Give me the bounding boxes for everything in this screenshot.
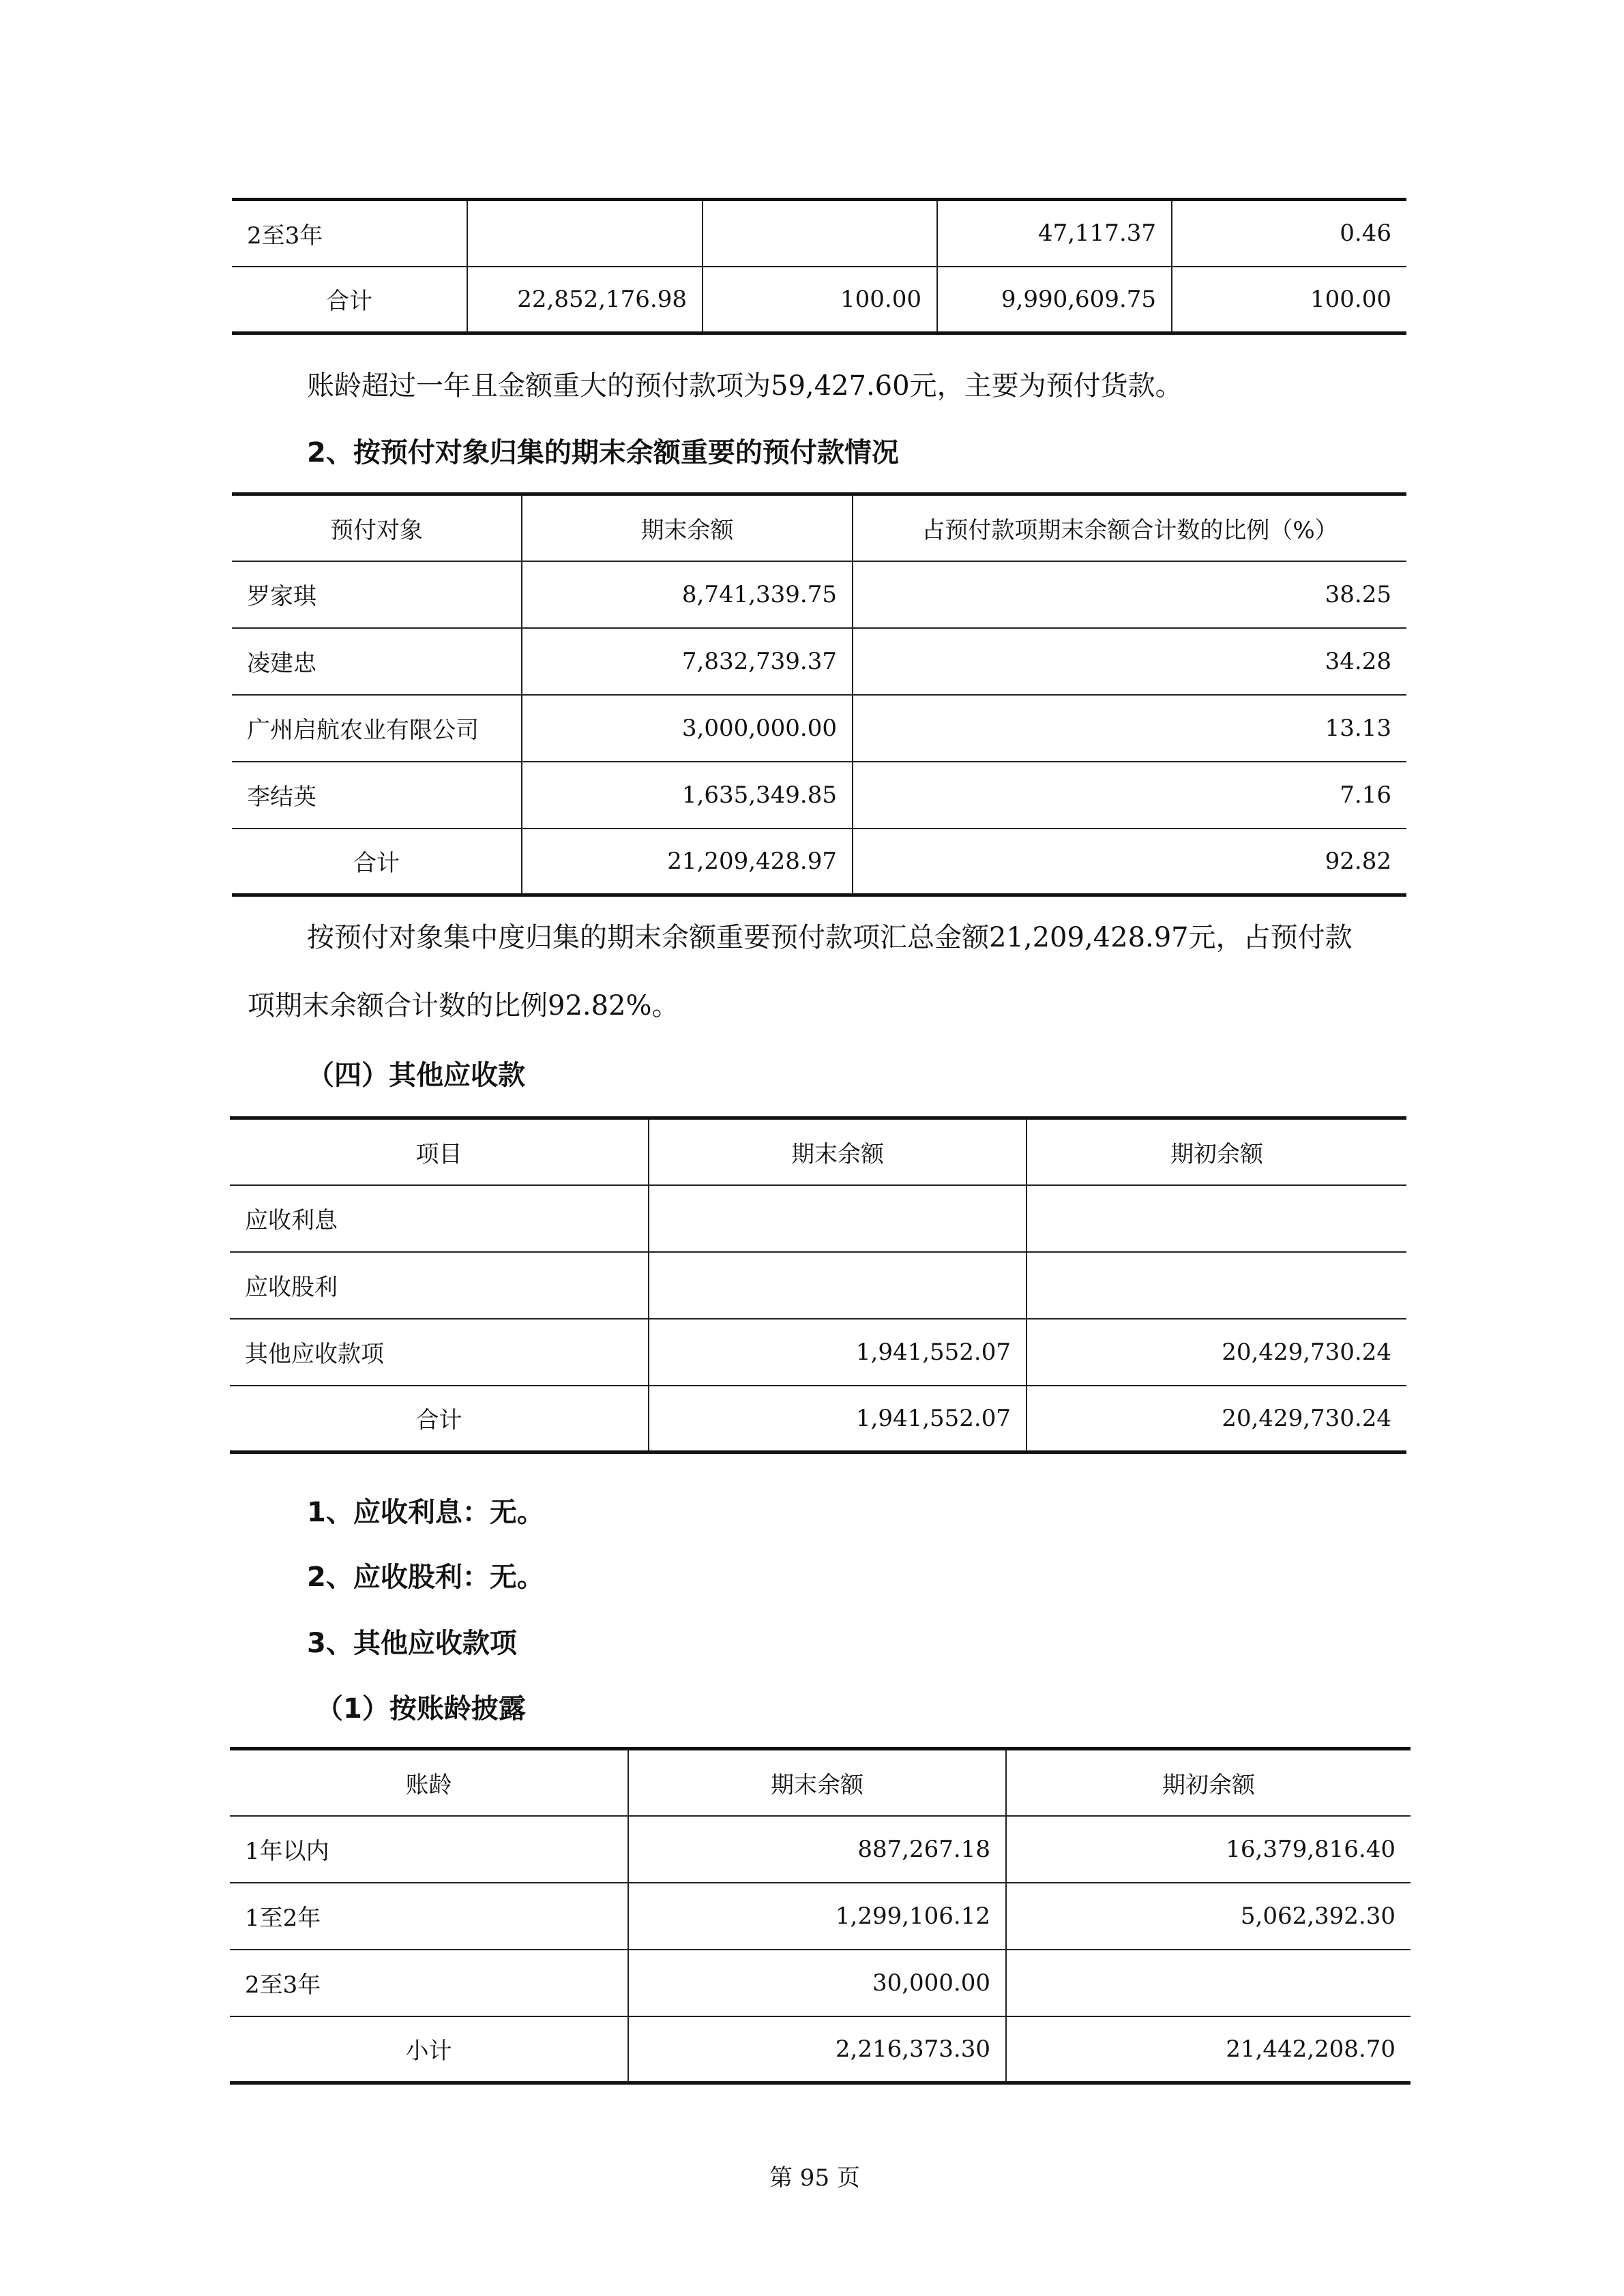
table-cell: 34.28	[853, 628, 1406, 695]
table-cell: 8,741,339.75	[522, 561, 853, 628]
table-cell: 38.25	[853, 561, 1406, 628]
table-row	[230, 2016, 1411, 2083]
table-row	[232, 200, 1406, 267]
subheading-by-aging: （1）按账龄披露	[316, 1693, 526, 1725]
table-row	[232, 561, 1406, 628]
table-cell: 1,941,552.07	[649, 1386, 1027, 1452]
table-row	[230, 1816, 1411, 1883]
subheading-other-receivables-items: 3、其他应收款项	[307, 1628, 517, 1659]
table-cell	[1006, 1950, 1411, 2016]
table-cell: 应收利息	[230, 1185, 649, 1252]
table-cell: 小计	[230, 2016, 628, 2083]
table-cell: 0.46	[1172, 200, 1406, 267]
paragraph-aging-note: 账龄超过一年且金额重大的预付款项为59,427.60元，主要为预付货款。	[307, 370, 1183, 402]
column-header: 占预付款项期末余额合计数的比例（%）	[853, 494, 1406, 561]
table-cell: 92.82	[853, 829, 1406, 895]
table-row	[232, 695, 1406, 762]
subheading-interest-receivable: 1、应收利息：无。	[307, 1497, 544, 1528]
table-row	[230, 1252, 1406, 1319]
table-cell: 887,267.18	[628, 1816, 1006, 1883]
table-row	[232, 267, 1406, 333]
table-cell: 2至3年	[230, 1950, 628, 2016]
table-row	[230, 1386, 1406, 1452]
table-cell: 罗家琪	[232, 561, 522, 628]
aging-disclosure-table	[230, 1747, 1411, 2085]
table-row	[230, 1185, 1406, 1252]
aging-continuation-table	[232, 198, 1406, 335]
table-cell: 合计	[230, 1386, 649, 1452]
table-cell: 1,635,349.85	[522, 762, 853, 829]
table-cell: 2至3年	[232, 200, 467, 267]
column-header: 预付对象	[232, 494, 522, 561]
paragraph-concentration-line1: 按预付对象集中度归集的期末余额重要预付款项汇总金额21,209,428.97元，占预付款	[307, 922, 1353, 953]
column-header: 期末余额	[522, 494, 853, 561]
table-cell: 30,000.00	[628, 1950, 1006, 2016]
subheading-dividends-receivable: 2、应收股利：无。	[307, 1562, 544, 1593]
table-row	[230, 1950, 1411, 2016]
table-cell	[649, 1252, 1027, 1319]
table-cell: 21,442,208.70	[1006, 2016, 1411, 2083]
table-cell: 20,429,730.24	[1027, 1386, 1406, 1452]
section-heading-prepayment-objects: 2、按预付对象归集的期末余额重要的预付款情况	[307, 437, 899, 468]
table-cell: 其他应收款项	[230, 1319, 649, 1386]
column-header: 项目	[230, 1118, 649, 1185]
table-cell: 1,299,106.12	[628, 1883, 1006, 1950]
table-cell: 5,062,392.30	[1006, 1883, 1411, 1950]
table-cell: 3,000,000.00	[522, 695, 853, 762]
table-row	[232, 762, 1406, 829]
table-cell: 13.13	[853, 695, 1406, 762]
table-cell: 2,216,373.30	[628, 2016, 1006, 2083]
table-header-row	[230, 1749, 1411, 1816]
table-cell: 100.00	[1172, 267, 1406, 333]
table-cell: 应收股利	[230, 1252, 649, 1319]
table-row	[230, 1319, 1406, 1386]
table-row	[230, 1883, 1411, 1950]
column-header: 期末余额	[628, 1749, 1006, 1816]
table-cell	[649, 1185, 1027, 1252]
table-cell	[1027, 1185, 1406, 1252]
table-cell: 李结英	[232, 762, 522, 829]
table-header-row	[230, 1118, 1406, 1185]
table-cell: 1,941,552.07	[649, 1319, 1027, 1386]
table-cell	[703, 200, 937, 267]
table-cell: 7,832,739.37	[522, 628, 853, 695]
table-row	[232, 628, 1406, 695]
table-cell: 21,209,428.97	[522, 829, 853, 895]
table-cell: 广州启航农业有限公司	[232, 695, 522, 762]
table-cell: 1年以内	[230, 1816, 628, 1883]
paragraph-concentration-line2: 项期末余额合计数的比例92.82%。	[248, 990, 679, 1022]
table-cell: 16,379,816.40	[1006, 1816, 1411, 1883]
page-number: 第 95 页	[769, 2164, 860, 2192]
table-header-row	[232, 494, 1406, 561]
table-cell: 100.00	[703, 267, 937, 333]
column-header: 账龄	[230, 1749, 628, 1816]
table-cell: 7.16	[853, 762, 1406, 829]
table-cell: 1至2年	[230, 1883, 628, 1950]
table-cell: 凌建忠	[232, 628, 522, 695]
table-cell: 9,990,609.75	[937, 267, 1172, 333]
table-cell: 22,852,176.98	[467, 267, 703, 333]
column-header: 期末余额	[649, 1118, 1027, 1185]
table-cell: 合计	[232, 829, 522, 895]
table-cell: 合计	[232, 267, 467, 333]
table-cell: 47,117.37	[937, 200, 1172, 267]
column-header: 期初余额	[1006, 1749, 1411, 1816]
table-cell	[1027, 1252, 1406, 1319]
section-heading-other-receivables: （四）其他应收款	[307, 1060, 525, 1091]
column-header: 期初余额	[1027, 1118, 1406, 1185]
table-row	[232, 829, 1406, 895]
table-cell	[467, 200, 703, 267]
table-cell: 20,429,730.24	[1027, 1319, 1406, 1386]
other-receivables-table	[230, 1116, 1406, 1454]
prepayment-objects-table	[232, 492, 1406, 897]
